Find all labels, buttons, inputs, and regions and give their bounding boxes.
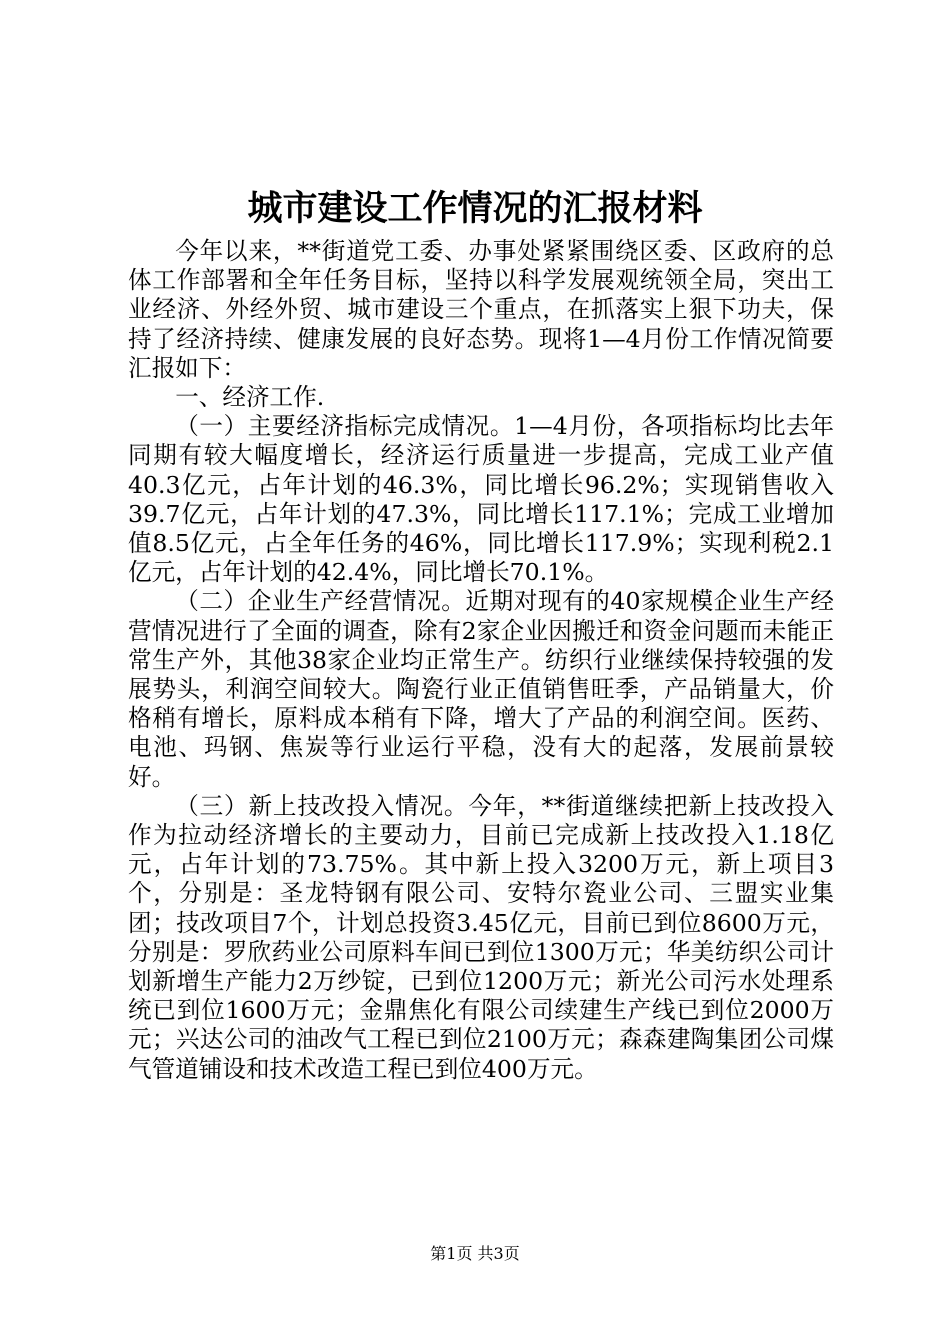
paragraph-tech-investment: （三）新上技改投入情况。今年，**街道继续把新上技改投入作为拉动经济增长的主要动力，目前已完成新上技改投入1.18亿元，占年计划的73.75%。其中新上投入3200万元，新上项目3个，分别是：圣龙特钢有限公司、安特尔瓷业公司、三盟实业集团；技改项目7个，计划总投资3.45亿元，目前已到位8600万元，分别是：罗欣药业公司原料车间已到位1300万元；华美纺织公司计划新增生产能力2万纱锭，已到位1200万元；新光公司污水处理系统已到位1600万元；金鼎焦化有限公司续建生产线已到位2000万元；兴达公司的油改气工程已到位2100万元；森森建陶集团公司煤气管道铺设和技术改造工程已到位400万元。 — [128, 791, 834, 1083]
paragraph-enterprise-operations: （二）企业生产经营情况。近期对现有的40家规模企业生产经营情况进行了全面的调查，除有2家企业因搬迁和资金问题而未能正常生产外，其他38家企业均正常生产。纺织行业继续保持较强的发展势头，利润空间较大。陶瓷行业正值销售旺季，产品销量大，价格稍有增长，原料成本稍有下降，增大了产品的利润空间。医药、电池、玛钢、焦炭等行业运行平稳，没有大的起落，发展前景较好。 — [128, 587, 834, 791]
page-number-footer: 第1页 共3页 — [430, 1244, 520, 1263]
paragraph-intro: 今年以来，**街道党工委、办事处紧紧围绕区委、区政府的总体工作部署和全年任务目标，坚持以科学发展观统领全局，突出工业经济、外经外贸、城市建设三个重点，在抓落实上狠下功夫，保持了经济持续、健康发展的良好态势。现将1—4月份工作情况简要汇报如下： — [128, 237, 834, 382]
document-title: 城市建设工作情况的汇报材料 — [247, 189, 703, 229]
section-heading-economy: 一、经济工作. — [175, 383, 325, 412]
document-body — [128, 237, 834, 1084]
paragraph-indicators: （一）主要经济指标完成情况。1—4月份，各项指标均比去年同期有较大幅度增长，经济运行质量进一步提高，完成工业产值40.3亿元，占年计划的46.3%，同比增长96.2%；实现销售收入39.7亿元，占年计划的47.3%，同比增长117.1%；完成工业增加值8.5亿元，占全年任务的46%，同比增长117.9%；实现利税2.1亿元，占年计划的42.4%，同比增长70.1%。 — [128, 412, 834, 587]
